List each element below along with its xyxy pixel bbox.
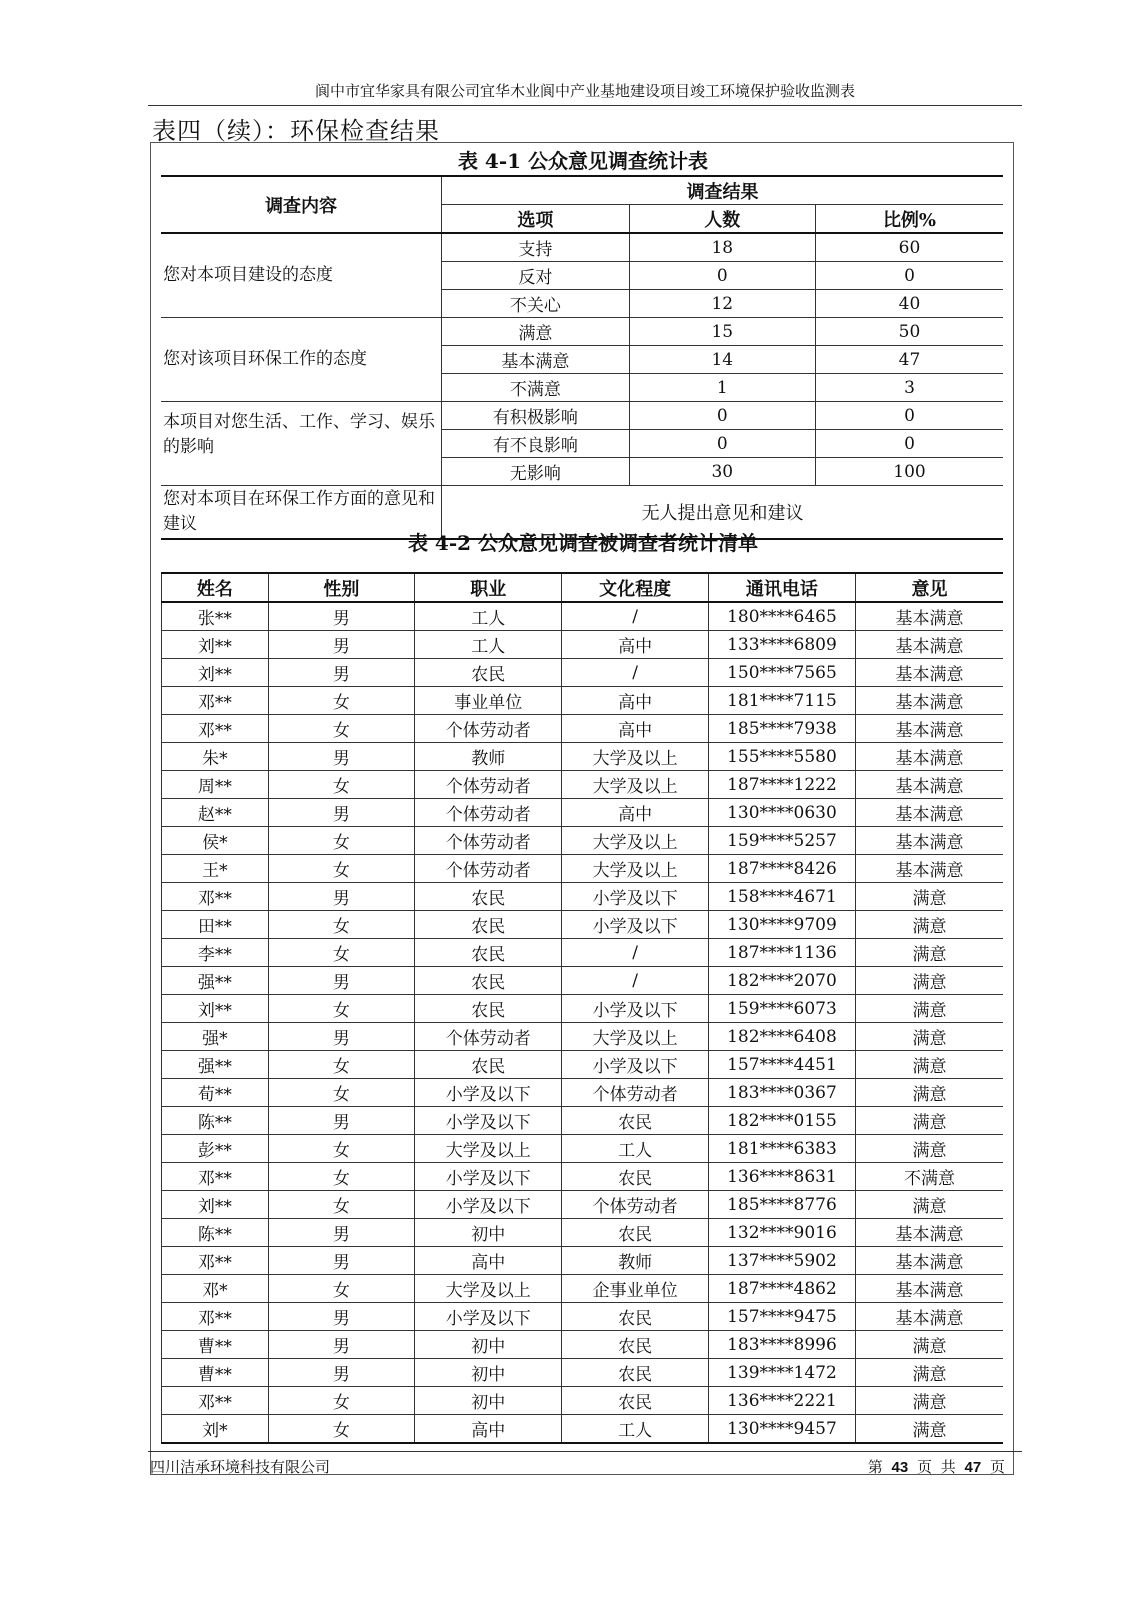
gender-cell: 女 [268,939,414,967]
table-row [162,602,1004,631]
occupation-cell: 初中 [415,1359,562,1387]
opinion-cell: 满意 [856,1023,1003,1051]
table-row [162,827,1004,855]
gender-cell: 男 [268,1303,414,1331]
education-cell: 企事业单位 [562,1275,708,1303]
education-cell: 小学及以下 [562,1051,708,1079]
table-row [162,631,1004,659]
name-cell: 邓** [162,715,269,743]
gender-cell: 男 [268,631,414,659]
advice-answer-cell: 无人提出意见和建议 [442,486,1003,540]
education-cell: 高中 [562,715,708,743]
count-cell: 14 [629,346,815,374]
occupation-cell: 小学及以下 [415,1191,562,1219]
col-header-education: 文化程度 [562,573,708,602]
education-cell: 工人 [562,1415,708,1444]
table-row [162,939,1004,967]
table-row [162,995,1004,1023]
education-cell: 高中 [562,799,708,827]
document-header-title: 阆中市宜华家具有限公司宜华木业阆中产业基地建设项目竣工环境保护验收监测表 [314,82,855,100]
name-cell: 李** [162,939,269,967]
gender-cell: 男 [268,1023,414,1051]
opinion-cell: 基本满意 [856,715,1003,743]
occupation-cell: 小学及以下 [415,1303,562,1331]
phone-cell: 185****7938 [708,715,855,743]
name-cell: 强** [162,967,269,995]
gender-cell: 女 [268,1415,414,1444]
education-cell: / [562,939,708,967]
col-header-count: 人数 [629,205,815,234]
opinion-cell: 基本满意 [856,631,1003,659]
education-cell: 农民 [562,1107,708,1135]
opinion-cell: 基本满意 [856,771,1003,799]
page-prefix: 第 [867,1458,883,1476]
education-cell: 个体劳动者 [562,1191,708,1219]
gender-cell: 女 [268,911,414,939]
count-cell: 30 [629,458,815,486]
opinion-cell: 满意 [856,1051,1003,1079]
table-row [162,1415,1004,1444]
table-row [162,1219,1004,1247]
name-cell: 张** [162,602,269,631]
education-cell: 农民 [562,1303,708,1331]
question-cell: 您对本项目建设的态度 [161,233,442,318]
opinion-cell: 满意 [856,1135,1003,1163]
education-cell: 大学及以上 [562,827,708,855]
table-row [162,771,1004,799]
phone-cell: 187****1136 [708,939,855,967]
opinion-cell: 基本满意 [856,602,1003,631]
col-header-phone: 通讯电话 [708,573,855,602]
opinion-cell: 满意 [856,1359,1003,1387]
table-row [162,1331,1004,1359]
gender-cell: 女 [268,687,414,715]
gender-cell: 男 [268,1219,414,1247]
pct-cell: 47 [815,346,1003,374]
education-cell: 农民 [562,1359,708,1387]
option-cell: 不关心 [442,290,629,318]
option-cell: 有积极影响 [442,402,629,430]
table-row [162,1247,1004,1275]
education-cell: 农民 [562,1331,708,1359]
table-row [162,799,1004,827]
phone-cell: 187****1222 [708,771,855,799]
occupation-cell: 农民 [415,995,562,1023]
phone-cell: 183****8996 [708,1331,855,1359]
table-row [161,318,1003,346]
current-page-number: 43 [891,1459,909,1476]
table-row [162,1275,1004,1303]
opinion-cell: 满意 [856,1331,1003,1359]
question-cell: 本项目对您生活、工作、学习、娱乐的影响 [161,402,442,486]
occupation-cell: 小学及以下 [415,1079,562,1107]
name-cell: 邓** [162,1303,269,1331]
table-row [161,233,1003,262]
phone-cell: 139****1472 [708,1359,855,1387]
phone-cell: 130****9709 [708,911,855,939]
phone-cell: 187****8426 [708,855,855,883]
gender-cell: 男 [268,602,414,631]
count-cell: 0 [629,402,815,430]
occupation-cell: 个体劳动者 [415,1023,562,1051]
name-cell: 刘* [162,1415,269,1444]
name-cell: 刘** [162,631,269,659]
name-cell: 赵** [162,799,269,827]
table-row [162,911,1004,939]
education-cell: 农民 [562,1163,708,1191]
phone-cell: 159****5257 [708,827,855,855]
table-row [162,659,1004,687]
option-cell: 基本满意 [442,346,629,374]
respondent-list-table [161,572,1003,1444]
name-cell: 强** [162,1051,269,1079]
opinion-cell: 满意 [856,967,1003,995]
phone-cell: 158****4671 [708,883,855,911]
education-cell: 小学及以下 [562,911,708,939]
education-cell: 小学及以下 [562,995,708,1023]
col-header-result: 调查结果 [442,176,1003,205]
gender-cell: 女 [268,1135,414,1163]
occupation-cell: 高中 [415,1415,562,1444]
education-cell: 大学及以上 [562,855,708,883]
phone-cell: 155****5580 [708,743,855,771]
table-row [162,967,1004,995]
opinion-cell: 满意 [856,939,1003,967]
table-row [162,1023,1004,1051]
page-suffix: 页 [989,1458,1005,1476]
section-title: 表四（续）：环保检查结果 [152,117,440,145]
education-cell: 大学及以上 [562,1023,708,1051]
public-opinion-summary-table [161,175,1003,540]
phone-cell: 183****0367 [708,1079,855,1107]
education-cell: / [562,602,708,631]
name-cell: 彭** [162,1135,269,1163]
opinion-cell: 满意 [856,1079,1003,1107]
gender-cell: 女 [268,855,414,883]
opinion-cell: 基本满意 [856,659,1003,687]
name-cell: 邓* [162,1275,269,1303]
question-cell: 您对该项目环保工作的态度 [161,318,442,402]
phone-cell: 181****7115 [708,687,855,715]
pct-cell: 40 [815,290,1003,318]
gender-cell: 男 [268,1247,414,1275]
table-row [162,1163,1004,1191]
header-divider [148,105,1022,106]
name-cell: 邓** [162,687,269,715]
phone-cell: 136****2221 [708,1387,855,1415]
option-cell: 满意 [442,318,629,346]
phone-cell: 180****6465 [708,602,855,631]
education-cell: 高中 [562,631,708,659]
col-header-name: 姓名 [162,573,269,602]
col-header-pct: 比例% [815,205,1003,234]
option-cell: 反对 [442,262,629,290]
occupation-cell: 事业单位 [415,687,562,715]
opinion-cell: 基本满意 [856,687,1003,715]
education-cell: 大学及以上 [562,743,708,771]
page-indicator [868,1456,1005,1477]
count-cell: 18 [629,233,815,262]
gender-cell: 男 [268,799,414,827]
education-cell: 工人 [562,1135,708,1163]
table-row [162,1303,1004,1331]
gender-cell: 女 [268,715,414,743]
occupation-cell: 个体劳动者 [415,855,562,883]
occupation-cell: 大学及以上 [415,1135,562,1163]
opinion-cell: 满意 [856,1415,1003,1444]
advice-question-cell: 您对本项目在环保工作方面的意见和建议 [163,489,435,534]
gender-cell: 男 [268,883,414,911]
phone-cell: 137****5902 [708,1247,855,1275]
education-cell: 个体劳动者 [562,1079,708,1107]
occupation-cell: 农民 [415,911,562,939]
pct-cell: 0 [815,402,1003,430]
occupation-cell: 个体劳动者 [415,715,562,743]
phone-cell: 130****0630 [708,799,855,827]
option-cell: 支持 [442,233,629,262]
opinion-cell: 基本满意 [856,1303,1003,1331]
occupation-cell: 个体劳动者 [415,771,562,799]
occupation-cell: 小学及以下 [415,1107,562,1135]
occupation-cell: 教师 [415,743,562,771]
opinion-cell: 不满意 [856,1163,1003,1191]
opinion-cell: 基本满意 [856,743,1003,771]
gender-cell: 男 [268,967,414,995]
table-row [162,687,1004,715]
phone-cell: 187****4862 [708,1275,855,1303]
table-row [162,855,1004,883]
phone-cell: 157****9475 [708,1303,855,1331]
occupation-cell: 高中 [415,1247,562,1275]
education-cell: 高中 [562,687,708,715]
pct-cell: 3 [815,374,1003,402]
name-cell: 侯* [162,827,269,855]
table1-caption: 表 4-1 公众意见调查统计表 [457,149,709,173]
opinion-cell: 基本满意 [856,799,1003,827]
gender-cell: 男 [268,1107,414,1135]
count-cell: 12 [629,290,815,318]
table-row [161,402,1003,430]
phone-cell: 182****6408 [708,1023,855,1051]
name-cell: 邓** [162,1387,269,1415]
occupation-cell: 大学及以上 [415,1275,562,1303]
option-cell: 无影响 [442,458,629,486]
total-page-number: 47 [964,1459,982,1476]
occupation-cell: 个体劳动者 [415,799,562,827]
option-cell: 不满意 [442,374,629,402]
col-header-occupation: 职业 [415,573,562,602]
occupation-cell: 初中 [415,1387,562,1415]
gender-cell: 女 [268,1163,414,1191]
col-header-question: 调查内容 [161,176,442,233]
gender-cell: 女 [268,771,414,799]
gender-cell: 女 [268,995,414,1023]
gender-cell: 男 [268,743,414,771]
name-cell: 刘** [162,1191,269,1219]
opinion-cell: 满意 [856,883,1003,911]
pct-cell: 60 [815,233,1003,262]
footer-company: 四川洁承环境科技有限公司 [150,1458,331,1476]
opinion-cell: 满意 [856,1107,1003,1135]
phone-cell: 157****4451 [708,1051,855,1079]
gender-cell: 女 [268,1051,414,1079]
phone-cell: 130****9457 [708,1415,855,1444]
name-cell: 荀** [162,1079,269,1107]
gender-cell: 女 [268,1191,414,1219]
opinion-cell: 满意 [856,911,1003,939]
table-header-row [162,573,1004,602]
pct-cell: 50 [815,318,1003,346]
phone-cell: 182****2070 [708,967,855,995]
col-header-option: 选项 [442,205,629,234]
pct-cell: 0 [815,262,1003,290]
count-cell: 0 [629,430,815,458]
name-cell: 陈** [162,1219,269,1247]
pct-cell: 0 [815,430,1003,458]
name-cell: 邓** [162,883,269,911]
phone-cell: 185****8776 [708,1191,855,1219]
phone-cell: 182****0155 [708,1107,855,1135]
opinion-cell: 基本满意 [856,1219,1003,1247]
table-row [162,743,1004,771]
name-cell: 邓** [162,1247,269,1275]
table-row [162,1387,1004,1415]
gender-cell: 男 [268,659,414,687]
occupation-cell: 初中 [415,1331,562,1359]
table-row [162,1107,1004,1135]
table-row [162,1359,1004,1387]
occupation-cell: 个体劳动者 [415,827,562,855]
name-cell: 朱* [162,743,269,771]
table2-caption: 表 4-2 公众意见调查被调查者统计清单 [407,531,759,555]
table-row [162,1051,1004,1079]
opinion-cell: 基本满意 [856,855,1003,883]
pct-cell: 100 [815,458,1003,486]
phone-cell: 150****7565 [708,659,855,687]
count-cell: 1 [629,374,815,402]
col-header-gender: 性别 [268,573,414,602]
gender-cell: 男 [268,1359,414,1387]
table-row [162,1135,1004,1163]
opinion-cell: 基本满意 [856,1275,1003,1303]
occupation-cell: 农民 [415,939,562,967]
table-row [162,715,1004,743]
count-cell: 0 [629,262,815,290]
footer-divider [148,1451,1022,1452]
education-cell: 教师 [562,1247,708,1275]
opinion-cell: 满意 [856,995,1003,1023]
opinion-cell: 基本满意 [856,1247,1003,1275]
name-cell: 王* [162,855,269,883]
table-row [162,883,1004,911]
gender-cell: 女 [268,1079,414,1107]
name-cell: 邓** [162,1163,269,1191]
phone-cell: 133****6809 [708,631,855,659]
occupation-cell: 农民 [415,883,562,911]
education-cell: 农民 [562,1387,708,1415]
occupation-cell: 工人 [415,631,562,659]
name-cell: 刘** [162,659,269,687]
count-cell: 15 [629,318,815,346]
name-cell: 曹** [162,1331,269,1359]
name-cell: 强* [162,1023,269,1051]
phone-cell: 181****6383 [708,1135,855,1163]
gender-cell: 女 [268,1275,414,1303]
gender-cell: 男 [268,1331,414,1359]
name-cell: 刘** [162,995,269,1023]
name-cell: 田** [162,911,269,939]
page-mid: 页 共 [916,1458,956,1476]
education-cell: 农民 [562,1219,708,1247]
education-cell: / [562,967,708,995]
occupation-cell: 工人 [415,602,562,631]
phone-cell: 159****6073 [708,995,855,1023]
occupation-cell: 初中 [415,1219,562,1247]
name-cell: 陈** [162,1107,269,1135]
col-header-opinion: 意见 [856,573,1003,602]
name-cell: 周** [162,771,269,799]
occupation-cell: 农民 [415,659,562,687]
phone-cell: 132****9016 [708,1219,855,1247]
phone-cell: 136****8631 [708,1163,855,1191]
opinion-cell: 满意 [856,1387,1003,1415]
opinion-cell: 基本满意 [856,827,1003,855]
name-cell: 曹** [162,1359,269,1387]
option-cell: 有不良影响 [442,430,629,458]
table-row [162,1191,1004,1219]
occupation-cell: 农民 [415,1051,562,1079]
occupation-cell: 农民 [415,967,562,995]
table-row [162,1079,1004,1107]
occupation-cell: 小学及以下 [415,1163,562,1191]
opinion-cell: 满意 [856,1191,1003,1219]
gender-cell: 女 [268,827,414,855]
education-cell: / [562,659,708,687]
education-cell: 小学及以下 [562,883,708,911]
education-cell: 大学及以上 [562,771,708,799]
gender-cell: 女 [268,1387,414,1415]
